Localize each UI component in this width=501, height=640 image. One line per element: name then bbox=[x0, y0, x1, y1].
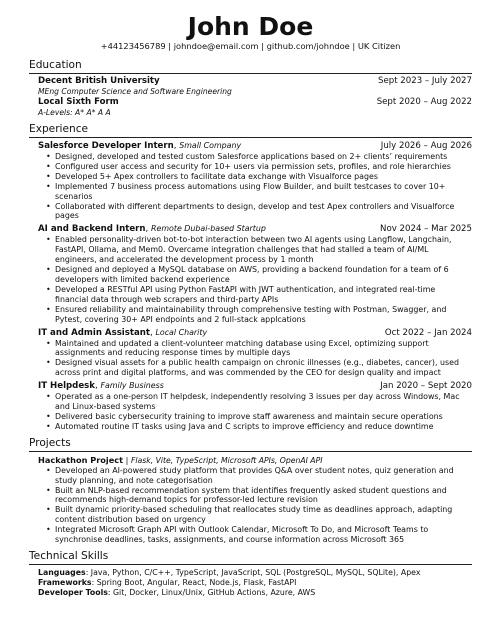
education-dates: Sept 2023 – July 2027 bbox=[378, 76, 472, 86]
job-entry: AI and Backend Intern, Remote Dubai-based Startup Nov 2024 – Mar 2025 • Enabled personality-driven bot-to-bot interaction between two AI agents using Langflow, Langchain, FastAPI, Ollama, and Mem0. Overcame integration challenges that had stalled a team of AI/ML engineers, and accelerated the development process by 1 month • Designed and deployed a MySQL database on AWS, providing a backend foundation for a team of 6 developers with limited backend experience • Developed a RESTful API using Python FastAPI with JWT authentication, and integrated real-time financial data through web scrapers and third-party APIs • Ensured reliability and maintainability through comprehensive testing with Postman, Swagger, and Pytest, covering 30+ API endpoints and 2 full-stack applcations bbox=[29, 223, 472, 324]
bullet-item: • Integrated Microsoft Graph API with Outlook Calendar, Microsoft To Do, and Microsoft Teams to synchronise deadlines, tasks, assignments, and course information across Microsoft 365 bbox=[55, 525, 472, 545]
job-company: Remote Dubai-based Startup bbox=[151, 224, 266, 234]
bullet-item: • Built an NLP-based recommendation system that identifies frequently asked student questions and recommends high-demand topics for professor-led lecture revision bbox=[55, 486, 472, 506]
bullet-item: • Maintained and updated a client-volunteer matching database using Excel, optimizing support assignments and reducing response times by multiple days bbox=[55, 339, 472, 359]
education-dates: Sept 2020 – Aug 2022 bbox=[376, 97, 472, 107]
skill-label: Developer Tools bbox=[38, 588, 108, 597]
bullet-item: • Collaborated with different departments to design, develop and test Apex controllers and Visualforce pages bbox=[55, 202, 472, 222]
bullet-item: • Developed an AI-powered study platform that provides Q&A over student notes, quiz generation and study planning, and note categorisation bbox=[55, 466, 472, 486]
bullet-item: • Designed visual assets for a public health campaign on chronic illnesses (e.g., diabetes, cancer), used across print and digital platforms, and was commended by the CEO for design quality and impact bbox=[55, 358, 472, 378]
job-bullets bbox=[29, 152, 472, 221]
skill-label: Languages bbox=[38, 568, 86, 577]
job-company: Small Company bbox=[179, 141, 242, 150]
job-company: Family Business bbox=[100, 381, 164, 391]
institution-name: Local Sixth Form bbox=[38, 97, 119, 107]
skill-line: Frameworks: Spring Boot, Angular, React, Node.js, Flask, FastAPI bbox=[38, 578, 297, 587]
skill-value: Spring Boot, Angular, React, Node.js, Flask, FastAPI bbox=[96, 578, 297, 587]
project-entry: Hackathon Project | Flask, Vite, TypeScript, Microsoft APIs, OpenAI API • Developed an AI-powered study platform that provides Q&A over student notes, quiz generation and study planning, and note categorisation • Built an NLP-based recommendation system that identifies frequently asked student questions and recommends high-demand topics for professor-led lecture revision • Built dynamic priority-based scheduling that reallocates study time as deadlines approach, adapting content distribution based on urgency • Integrated Microsoft Graph API with Outlook Calendar, Microsoft To Do, and Microsoft Teams to synchronise deadlines, tasks, assignments, and course information across Microsoft 365 bbox=[29, 455, 472, 545]
skill-value: Java, Python, C/C++, TypeScript, JavaScript, SQL (PostgreSQL, MySQL, SQLite), Apex bbox=[90, 568, 421, 577]
bullet-item: • Automated routine IT tasks using Java and C scripts to improve efficiency and reduce downtime bbox=[55, 422, 472, 432]
job-dates: Jan 2020 – Sept 2020 bbox=[380, 381, 472, 392]
bullet-item: • Enabled personality-driven bot-to-bot interaction between two AI agents using Langflow, Langchain, FastAPI, Ollama, and Mem0. Overcame integration challenges that had stalled a team of AI/ML engineers, and accelerated the development process by 1 month bbox=[55, 235, 472, 265]
education-entry bbox=[29, 76, 472, 97]
job-dates: Nov 2024 – Mar 2025 bbox=[380, 224, 472, 235]
job-role: IT Helpdesk bbox=[38, 381, 95, 392]
section-title-projects: Projects bbox=[29, 437, 472, 452]
education-detail: MEng Computer Science and Software Engineering bbox=[38, 87, 232, 96]
job-dates: Oct 2022 – Jan 2024 bbox=[384, 327, 472, 338]
job-role: AI and Backend Intern bbox=[38, 224, 146, 235]
education-entry bbox=[29, 97, 472, 118]
education-detail: A-Levels: A* A* A A bbox=[38, 108, 111, 117]
bullet-item: • Implemented 7 business process automations using Flow Builder, and built testcases to cover 10+ scenarios bbox=[55, 182, 472, 202]
bullet-item: • Operated as a one-person IT helpdesk, independently resolving 3 issues per day across Windows, Mac and Linux-based systems bbox=[55, 392, 472, 412]
candidate-name: John Doe bbox=[187, 12, 314, 41]
skills-list bbox=[29, 568, 472, 598]
project-bullets bbox=[29, 466, 472, 545]
bullet-item: • Configured user access and security for 10+ users via permission sets, profiles, and role hierarchies bbox=[55, 162, 472, 172]
job-bullets bbox=[29, 235, 472, 324]
skill-line: Languages: Java, Python, C/C++, TypeScript, JavaScript, SQL (PostgreSQL, MySQL, SQLite), Apex bbox=[38, 568, 421, 577]
contact-line: +44123456789 | johndoe@email.com | github.com/johndoe | UK Citizen bbox=[100, 41, 401, 51]
bullet-item: • Built dynamic priority-based scheduling that reallocates study time as deadlines approach, adapting content distribution based on urgency bbox=[55, 505, 472, 525]
job-entry: IT Helpdesk, Family Business Jan 2020 – Sept 2020 • Operated as a one-person IT helpdesk, independently resolving 3 issues per day across Windows, Mac and Linux-based systems • Delivered basic cybersecurity training to improve staff awareness and maintain secure operations • Automated routine IT tasks using Java and C scripts to improve efficiency and reduce downtime bbox=[29, 380, 472, 432]
job-role: IT and Admin Assistant bbox=[38, 327, 150, 338]
bullet-item: • Developed 5+ Apex controllers to facilitate data exchange with Visualforce pages bbox=[55, 172, 472, 182]
bullet-item: • Developed a RESTful API using Python FastAPI with JWT authentication, and integrated real-time financial data through web scrapers and third-party APIs bbox=[55, 285, 472, 305]
section-title-experience: Experience bbox=[29, 123, 472, 138]
institution-name: Decent British University bbox=[38, 76, 160, 86]
section-title-skills: Technical Skills bbox=[29, 550, 472, 565]
skill-line: Developer Tools: Git, Docker, Linux/Unix, GitHub Actions, Azure, AWS bbox=[38, 588, 316, 597]
bullet-item: • Designed, developed and tested custom Salesforce applications based on 2+ clients’ requirements bbox=[55, 152, 472, 162]
bullet-item: • Ensured reliability and maintainability through comprehensive testing with Postman, Swagger, and Pytest, covering 30+ API endpoints and 2 full-stack applcations bbox=[55, 305, 472, 325]
bullet-item: • Delivered basic cybersecurity training to improve staff awareness and maintain secure operations bbox=[55, 412, 472, 422]
job-dates: July 2026 – Aug 2026 bbox=[380, 141, 472, 151]
job-entry: IT and Admin Assistant, Local Charity Oct 2022 – Jan 2024 • Maintained and updated a client-volunteer matching database using Excel, optimizing support assignments and reducing response times by multiple days • Designed visual assets for a public health campaign on chronic illnesses (e.g., diabetes, cancer), used across print and digital platforms, and was commended by the CEO for design quality and impact bbox=[29, 327, 472, 379]
bullet-item: • Designed and deployed a MySQL database on AWS, providing a backend foundation for a team of 6 developers with limited backend experience bbox=[55, 265, 472, 285]
job-bullets bbox=[29, 392, 472, 432]
job-role: Salesforce Developer Intern bbox=[38, 141, 174, 151]
skill-label: Frameworks bbox=[38, 578, 92, 587]
job-entry: Salesforce Developer Intern, Small Company July 2026 – Aug 2026 • Designed, developed and tested custom Salesforce applications based on 2+ clients’ requirements • Configured user access and security for 10+ users via permission sets, profiles, and role hierarchies • Developed 5+ Apex controllers to facilitate data exchange with Visualforce pages • Implemented 7 business process automations using Flow Builder, and built testcases to cover 10+ scenarios • Collaborated with different departments to design, develop and test Apex controllers and Visualforce pages bbox=[29, 140, 472, 221]
skill-value: Git, Docker, Linux/Unix, GitHub Actions, Azure, AWS bbox=[113, 588, 316, 597]
project-name: Hackathon Project bbox=[38, 454, 124, 465]
project-stack: Flask, Vite, TypeScript, Microsoft APIs, OpenAI API bbox=[131, 455, 323, 465]
job-company: Local Charity bbox=[155, 327, 208, 337]
job-bullets bbox=[29, 339, 472, 379]
section-title-education: Education bbox=[29, 59, 472, 74]
